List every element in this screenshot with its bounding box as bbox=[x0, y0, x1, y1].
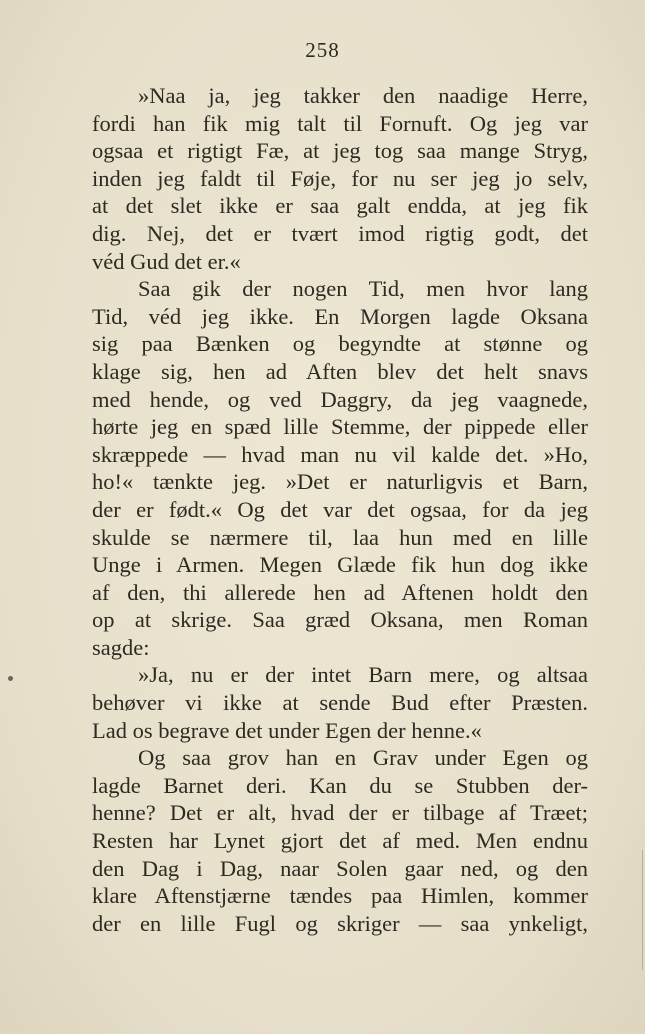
text-line: »Naa ja, jeg takker den naadige Herre, bbox=[138, 83, 588, 108]
text-line: »Ja, nu er der intet Barn mere, og altsaa bbox=[138, 662, 588, 688]
text-line: sig paa Bænken og begyndte at stønne og bbox=[92, 331, 588, 357]
text-line: ho!« tænkte jeg. »Det er naturligvis et Barn, bbox=[92, 469, 588, 495]
margin-dot bbox=[8, 676, 13, 681]
text-line: med hende, og ved Daggry, da jeg vaagnede, bbox=[92, 386, 588, 412]
text-line: Unge i Armen. Megen Glæde fik hun dog ikke bbox=[92, 552, 588, 578]
text-line: inden jeg faldt til Føje, for nu ser jeg jo selv, bbox=[92, 165, 588, 191]
text-line: Lad os begrave det under Egen der henne.« bbox=[92, 717, 482, 743]
text-line: op at skrige. Saa græd Oksana, men Roman bbox=[92, 607, 588, 633]
text-line: hørte jeg en spæd lille Stemme, der pippede eller bbox=[92, 414, 588, 440]
text-line: ogsaa et rigtigt Fæ, at jeg tog saa mange Stryg, bbox=[92, 138, 588, 164]
text-line: Resten har Lynet gjort det af med. Men endnu bbox=[92, 828, 588, 854]
text-line: sagde: bbox=[92, 634, 150, 660]
text-line: lagde Barnet deri. Kan du se Stubben der- bbox=[92, 772, 588, 798]
text-line: fordi han fik mig talt til Fornuft. Og jeg var bbox=[92, 110, 588, 136]
text-line: Saa gik der nogen Tid, men hvor lang bbox=[138, 276, 588, 302]
text-line: den Dag i Dag, naar Solen gaar ned, og den bbox=[92, 855, 588, 881]
text-line: klage sig, hen ad Aften blev det helt snavs bbox=[92, 358, 588, 384]
text-line: Og saa grov han en Grav under Egen og bbox=[138, 745, 588, 771]
text-line: klare Aftenstjærne tændes paa Himlen, kommer bbox=[92, 883, 588, 909]
text-line: af den, thi allerede hen ad Aftenen holdt den bbox=[92, 579, 588, 605]
text-line: skræppede — hvad man nu vil kalde det. »Ho, bbox=[92, 441, 588, 467]
text-line: skulde se nærmere til, laa hun med en lille bbox=[92, 524, 588, 550]
text-line: at det slet ikke er saa galt endda, at jeg fik bbox=[92, 193, 588, 219]
text-line: der en lille Fugl og skriger — saa ynkeligt, bbox=[92, 910, 588, 936]
text-line: henne? Det er alt, hvad der er tilbage af Træet; bbox=[92, 800, 588, 826]
body-text bbox=[92, 82, 588, 937]
text-line: behøver vi ikke at sende Bud efter Præsten. bbox=[92, 690, 588, 716]
text-line: dig. Nej, det er tvært imod rigtig godt, det bbox=[92, 220, 588, 246]
text-line: véd Gud det er.« bbox=[92, 248, 241, 274]
text-line: Tid, véd jeg ikke. En Morgen lagde Oksana bbox=[92, 303, 588, 329]
page-edge-line bbox=[642, 850, 643, 970]
text-line: der er født.« Og det var det ogsaa, for da jeg bbox=[92, 496, 588, 522]
page-number: 258 bbox=[305, 38, 340, 62]
